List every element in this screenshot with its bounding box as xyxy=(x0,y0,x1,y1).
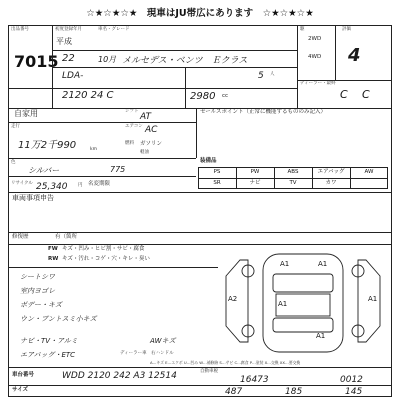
row-line-1 xyxy=(52,50,297,51)
equipment-cell-divider xyxy=(350,167,351,178)
equipment-cell: PS xyxy=(213,169,221,175)
era: 平成 xyxy=(56,37,72,46)
note-5: ナビ・TV・アルミ xyxy=(20,337,78,345)
repair-label: 修復歴 xyxy=(12,234,29,240)
size-height: 145 xyxy=(345,387,363,397)
score-value: 4 xyxy=(348,45,361,66)
transmission-label: シフト xyxy=(125,109,139,114)
size-length: 487 xyxy=(225,387,243,397)
drive-label: 駆 xyxy=(300,27,305,32)
equipment-cell: PW xyxy=(250,169,260,175)
car-rear-window xyxy=(273,318,333,332)
damage-mark: A2 xyxy=(228,295,238,303)
seats: 5 xyxy=(258,71,264,81)
row-line-3 xyxy=(8,88,297,89)
row-line-13 xyxy=(8,385,392,386)
model-code: 2120 24 C xyxy=(62,90,114,101)
note-6: エアバッグ・ETC xyxy=(20,351,76,359)
car-windshield xyxy=(273,274,333,292)
seats-label: 人 xyxy=(270,72,275,77)
fuel-sub: 軽油 xyxy=(140,150,149,155)
row-line-10 xyxy=(8,244,392,245)
row-line-12 xyxy=(8,367,392,368)
equipment-cell-divider xyxy=(274,167,275,178)
equipment-cell: カワ xyxy=(325,180,337,186)
sales-point-label: セールスポイント（正常に機能するもののみ記入） xyxy=(200,109,327,115)
divider-sales xyxy=(196,108,197,158)
history-label: 車両事項申告 xyxy=(12,194,54,202)
note-2: 室内ヨゴレ xyxy=(20,287,55,295)
note-3: ボデー・キズ xyxy=(20,301,62,309)
ac-label: エアコン xyxy=(125,124,143,129)
car-name-label: 車名・グレード xyxy=(98,27,130,32)
divider-model xyxy=(185,67,186,108)
tax-label: 自動車税 xyxy=(200,369,218,374)
damage-mark: A1 xyxy=(318,260,328,268)
note-4: ウン・ブントスミ小キズ xyxy=(20,315,97,323)
drive-4wd: 4WD xyxy=(308,54,322,60)
weight-value: 0012 xyxy=(340,375,363,385)
instruction-fw: FW xyxy=(48,246,58,252)
recycle-label: リサイクル xyxy=(11,181,33,186)
equipment-cell: エアバッグ xyxy=(317,169,345,175)
cc-label: cc xyxy=(222,93,229,99)
mileage-label: 走行 xyxy=(11,124,20,129)
equipment-cell-divider xyxy=(312,167,313,178)
damage-mark: A1 xyxy=(280,260,290,268)
recycle-value: 25,340 xyxy=(36,182,68,192)
equipment-cell-divider xyxy=(236,167,237,178)
recycle-unit: 円 xyxy=(78,183,83,188)
equipment-cell-divider xyxy=(274,178,275,189)
color-label: 色 xyxy=(11,160,16,165)
vin: WDD 2120 242 A3 12514 xyxy=(62,371,177,381)
displacement: 2980 xyxy=(190,91,216,102)
row-line-8 xyxy=(8,192,392,193)
row-line-2 xyxy=(52,67,297,68)
instruction-rw: RW xyxy=(48,256,59,262)
score-label: 評価 xyxy=(342,27,351,32)
mileage: 11万2千990 xyxy=(18,140,77,151)
mileage-unit: km xyxy=(90,147,97,152)
row-line-11 xyxy=(8,267,218,268)
size-width: 185 xyxy=(285,387,303,397)
instruction-fw-detail: キズ・凹み・ヒビ割・サビ・腐食 xyxy=(62,246,145,252)
equipment-row-divider xyxy=(198,178,388,179)
equipment-cell-divider xyxy=(350,178,351,189)
row-line-6 xyxy=(8,158,196,159)
repair-place-label: 有（箇所 xyxy=(55,234,78,240)
color-code: 775 xyxy=(110,165,126,174)
use-value: 自家用 xyxy=(14,109,38,118)
equipment-cell-divider xyxy=(236,178,237,189)
tax-value: 16473 xyxy=(240,375,269,385)
dealer-note: ディーラー車 右ハンドル xyxy=(120,351,174,356)
lot-label: 出品番号 xyxy=(11,27,29,32)
damage-mark: A1 xyxy=(316,332,326,340)
vin-label: 車台番号 xyxy=(12,372,35,378)
fuel-label: 燃料 xyxy=(125,141,134,146)
car-diagram xyxy=(218,246,388,361)
dealer-label: ディーラー・最終 xyxy=(300,81,336,86)
row-line-7 xyxy=(8,176,196,177)
damage-legend: A…キズ E…エクボ U…凹み W…補修跡 S…サビ C…腐食 P…塗装 X…交換 XX…要交換 xyxy=(150,360,301,365)
car-name: メルセデス・ベンツ Ｅクラス xyxy=(122,56,248,66)
equipment-cell: ABS xyxy=(287,169,299,175)
ac: AC xyxy=(145,125,158,135)
equipment-cell: AW xyxy=(364,169,374,175)
note-1: シートシワ xyxy=(20,273,55,281)
name-change-label: 名変期限 xyxy=(88,181,111,187)
transmission: AT xyxy=(140,112,151,122)
month: 10月 xyxy=(98,55,117,64)
divider-score xyxy=(335,25,336,80)
first-reg-label: 初度登録年月 xyxy=(55,27,82,32)
lot-number: 7015 xyxy=(14,52,59,71)
size-label: サイズ xyxy=(12,387,29,393)
row-line-9 xyxy=(8,232,392,233)
damage-mark: A1 xyxy=(278,300,288,308)
row-line-5 xyxy=(8,122,196,123)
equipment-cell: SR xyxy=(213,180,221,186)
grade-c2: C xyxy=(362,88,370,101)
divider-drive xyxy=(297,25,298,108)
equipment-cell-divider xyxy=(312,178,313,189)
equipment-cell: ナビ xyxy=(249,180,261,186)
equipment-cell: TV xyxy=(289,180,297,186)
year: 22 xyxy=(62,53,75,64)
drive-2wd: 2WD xyxy=(308,36,322,42)
instruction-rw-detail: キズ・汚れ・コゲ・穴・キレ・臭い xyxy=(62,256,150,262)
equipment-label: 装備品 xyxy=(200,158,217,164)
aw-note: AWキズ xyxy=(150,337,176,345)
car-body-outline xyxy=(263,254,343,352)
damage-mark: A1 xyxy=(368,295,378,303)
header-banner: ☆★☆★☆★ 現車はJU帯広にあります ☆★☆★☆★ xyxy=(86,8,314,19)
grade-c1: C xyxy=(340,88,348,101)
fuel-value: ガソリン xyxy=(140,141,163,147)
model-prefix: LDA- xyxy=(62,71,84,81)
color: シルバー xyxy=(28,166,60,175)
